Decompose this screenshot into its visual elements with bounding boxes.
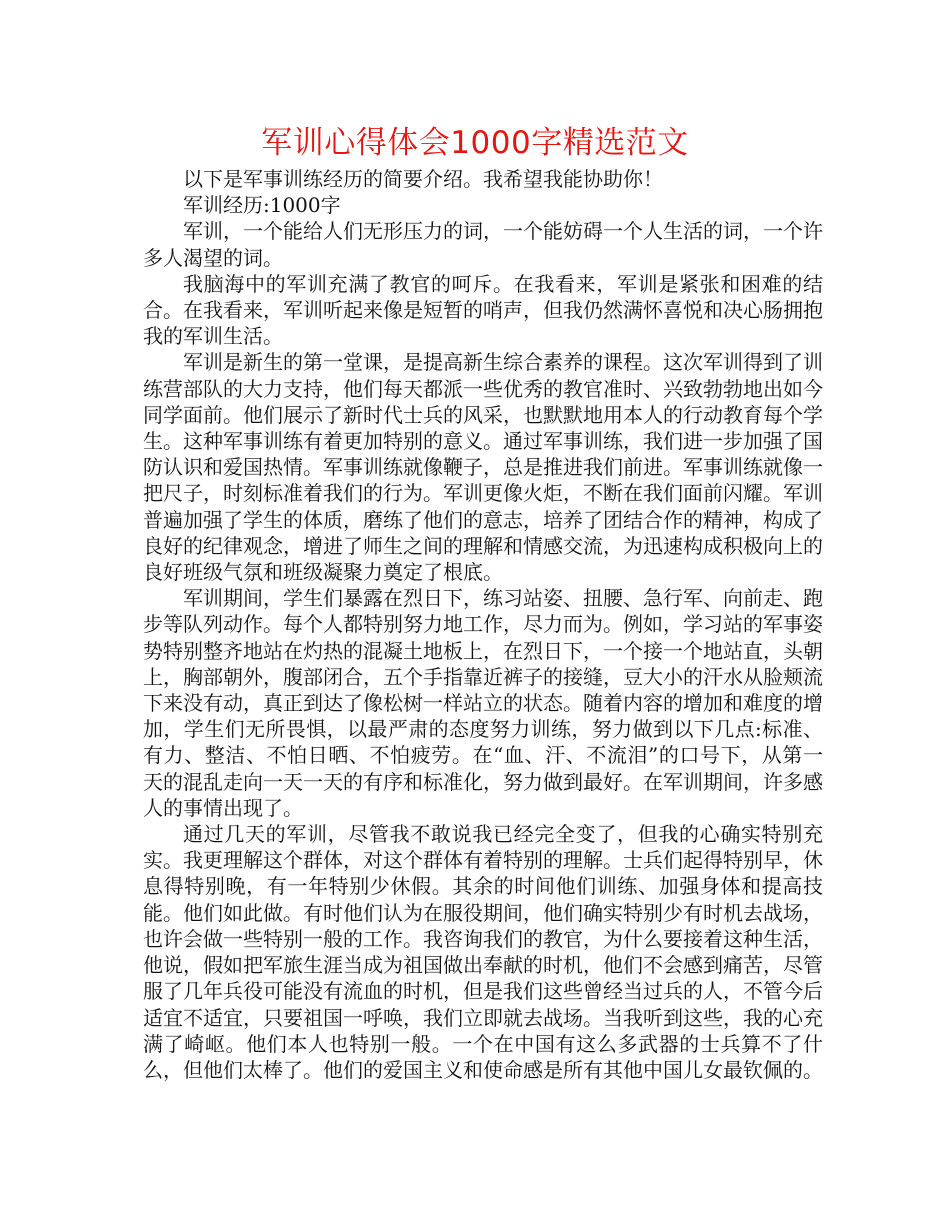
document-body — [143, 166, 823, 1083]
body-paragraph: 我脑海中的军训充满了教官的呵斥。在我看来，军训是紧张和困难的结合。在我看来，军训听起来像是短暂的哨声，但我仍然满怀喜悦和决心肠拥抱我的军训生活。 — [143, 271, 823, 349]
body-paragraph: 军训，一个能给人们无形压力的词，一个能妨碍一个人生活的词，一个许多人渴望的词。 — [143, 219, 823, 270]
subtitle-paragraph: 军训经历:1000字 — [183, 193, 341, 218]
document-title: 军训心得体会1000字精选范文 — [261, 125, 689, 161]
body-paragraph: 军训期间，学生们暴露在烈日下，练习站姿、扭腰、急行军、向前走、跑步等队列动作。每个人都特别努力地工作，尽力而为。例如，学习站的军事姿势特别整齐地站在灼热的混凝土地板上，在烈日下，一个接一个地站直，头朝上，胸部朝外，腹部闭合，五个手指靠近裤子的接缝，豆大小的汗水从脸颊流下来没有动，真正到达了像松树一样站立的状态。随着内容的增加和难度的增加，学生们无所畏惧，以最严肃的态度努力训练，努力做到以下几点:标准、有力、整洁、不怕日晒、不怕疲劳。在“血、汗、不流泪”的口号下，从第一天的混乱走向一天一天的有序和标准化，努力做到最好。在军训期间，许多感人的事情出现了。 — [143, 586, 823, 820]
intro-paragraph: 以下是军事训练经历的简要介绍。我希望我能协助你！ — [183, 167, 663, 191]
body-paragraph: 军训是新生的第一堂课，是提高新生综合素养的课程。这次军训得到了训练营部队的大力支持，他们每天都派一些优秀的教官准时、兴致勃勃地出如今同学面前。他们展示了新时代士兵的风采，也默默地用本人的行动教育每个学生。这种军事训练有着更加特别的意义。通过军事训练，我们进一步加强了国防认识和爱国热情。军事训练就像鞭子，总是推进我们前进。军事训练就像一把尺子，时刻标准着我们的行为。军训更像火炬，不断在我们面前闪耀。军训普遍加强了学生的体质，磨练了他们的意志，培养了团结合作的精神，构成了良好的纪律观念，增进了师生之间的理解和情感交流，为迅速构成积极向上的良好班级气氛和班级凝聚力奠定了根底。 — [143, 350, 823, 585]
body-paragraph: 通过几天的军训，尽管我不敢说我已经完全变了，但我的心确实特别充实。我更理解这个群体，对这个群体有着特别的理解。士兵们起得特别早，休息得特别晚，有一年特别少休假。其余的时间他们训练、加强身体和提高技能。他们如此做。有时他们认为在服役期间，他们确实特别少有时机去战场，也许会做一些特别一般的工作。我咨询我们的教官，为什么要接着这种生活，他说，假如把军旅生涯当成为祖国做出奉献的时机，他们不会感到痛苦，尽管服了几年兵役可能没有流血的时机，但是我们这些曾经当过兵的人，不管今后适宜不适宜，只要祖国一呼唤，我们立即就去战场。当我听到这些，我的心充满了崎岖。他们本人也特别一般。一个在中国有这么多武器的士兵算不了什么，但他们太棒了。他们的爱国主义和使命感是所有其他中国儿女最钦佩的。 — [143, 822, 823, 1082]
